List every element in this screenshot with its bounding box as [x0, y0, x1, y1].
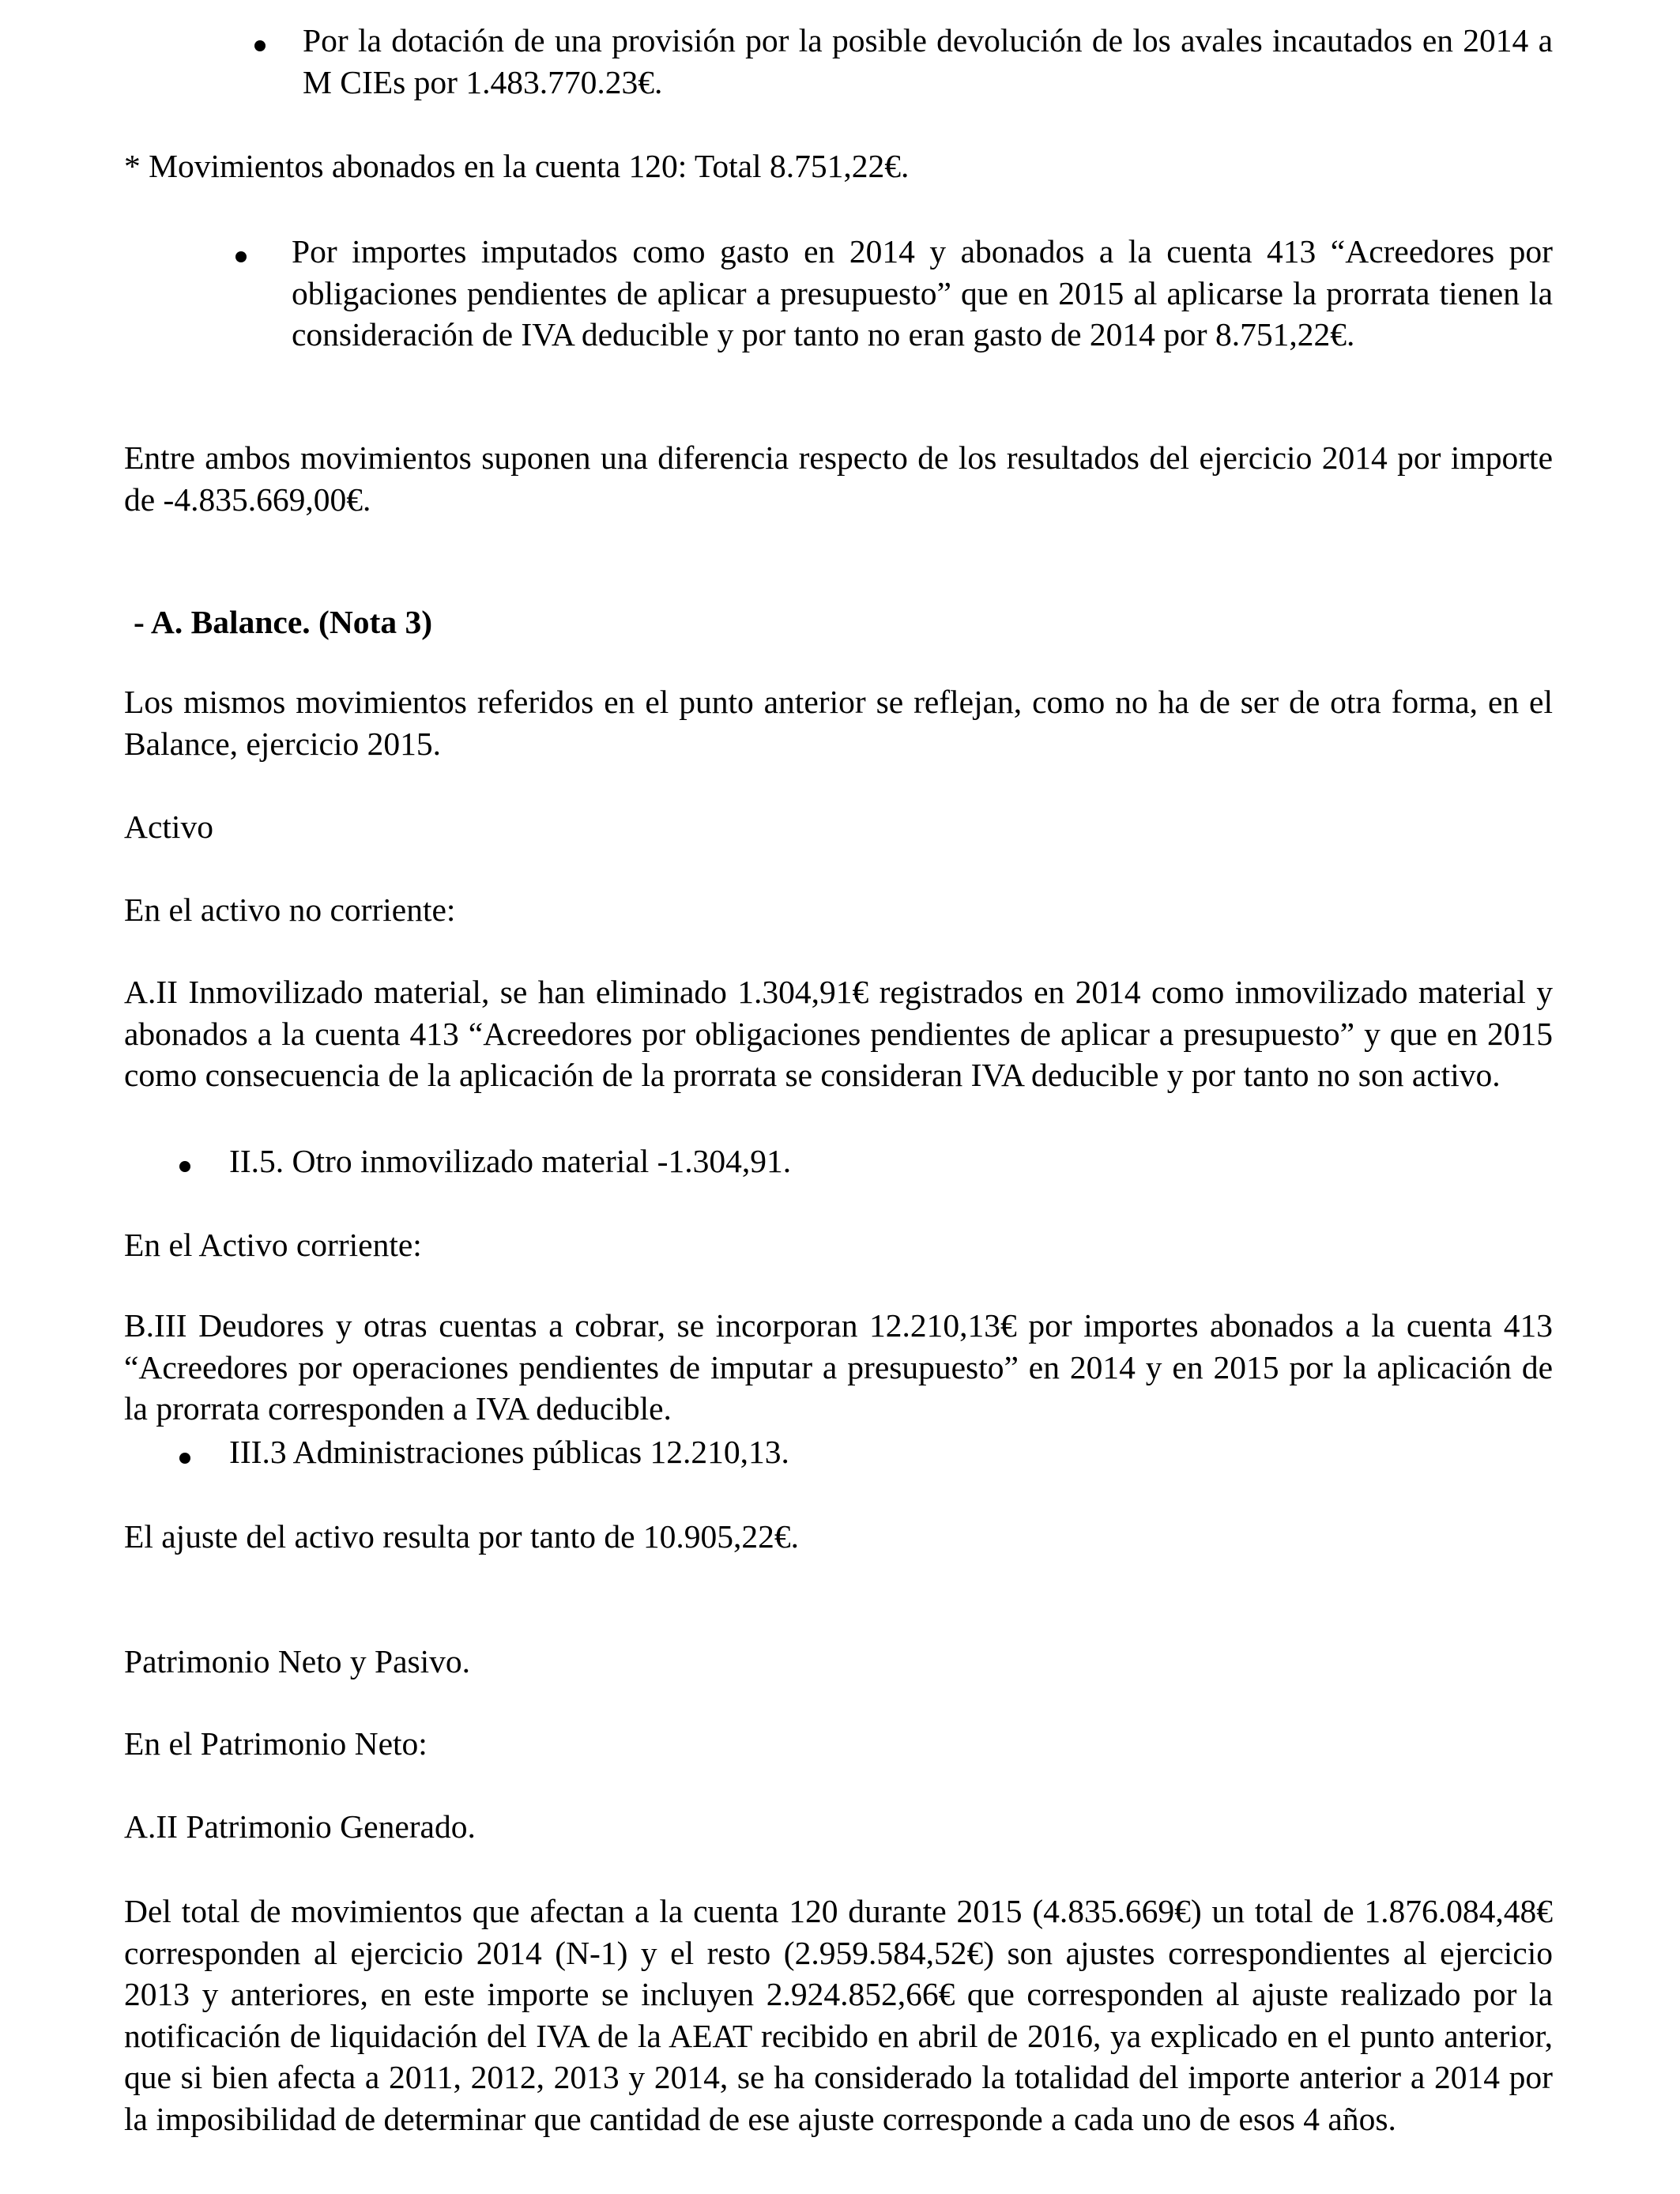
patrimonio-generado-label: A.II Patrimonio Generado.: [124, 1808, 476, 1845]
activo-no-corriente-label: En el activo no corriente:: [124, 892, 456, 928]
bullet-otro-inmovilizado: II.5. Otro inmovilizado material -1.304,91.: [229, 1143, 792, 1179]
bullet-icon: [179, 1161, 190, 1172]
en-patrimonio-label: En el Patrimonio Neto:: [124, 1725, 428, 1762]
ajuste-activo-paragraph: El ajuste del activo resulta por tanto de 10.905,22€.: [124, 1518, 799, 1555]
bullet-administraciones: III.3 Administraciones públicas 12.210,13.: [229, 1434, 789, 1470]
movimientos-120-paragraph: * Movimientos abonados en la cuenta 120: Total 8.751,22€.: [124, 148, 910, 184]
deudores-paragraph: B.III Deudores y otras cuentas a cobrar, se incorporan 12.210,13€ por importes abonados a la cuenta 413 “Acreedores por operaciones pendientes de imputar a presupuesto” en 2014 y en 2015 por la aplicación de la prorrata corresponden a IVA deducible.: [124, 1307, 1553, 1427]
del-total-paragraph: Del total de movimientos que afectan a la cuenta 120 durante 2015 (4.835.669€) un total de 1.876.084,48€ corresponden al ejercicio 2014 (N-1) y el resto (2.959.584,52€) son ajustes correspondientes al ejercicio 2013 y anteriores, en este importe se incluyen 2.924.852,66€ que corresponden al ajuste realizado por la notificación de liquidación del IVA de la AEAT recibido en abril de 2016, ya explicado en el punto anterior, que si bien afecta a 2011, 2012, 2013 y 2014, se ha considerado la totalidad del importe anterior a 2014 por la imposibilidad de determinar que cantidad de ese ajuste corresponde a cada uno de esos 4 años.: [124, 1893, 1553, 2137]
activo-corriente-label: En el Activo corriente:: [124, 1227, 422, 1263]
bullet-provision: Por la dotación de una provisión por la posible devolución de los avales incautados en 2014 a M CIEs por 1.483.770.23€.: [303, 22, 1553, 100]
patrimonio-pasivo-label: Patrimonio Neto y Pasivo.: [124, 1643, 471, 1679]
bullet-icon: [179, 1453, 190, 1464]
entre-ambos-paragraph: Entre ambos movimientos suponen una diferencia respecto de los resultados del ejercicio 2014 por importe de -4.835.669,00€.: [124, 439, 1553, 518]
bullet-icon: [235, 251, 247, 262]
mismos-movimientos-paragraph: Los mismos movimientos referidos en el punto anterior se reflejan, como no ha de ser de otra forma, en el Balance, ejercicio 2015.: [124, 684, 1553, 762]
bullet-icon: [254, 40, 266, 51]
inmovilizado-paragraph: A.II Inmovilizado material, se han eliminado 1.304,91€ registrados en 2014 como inmovilizado material y abonados a la cuenta 413 “Acreedores por obligaciones pendientes de aplicar a presupuesto” y que en 2015 como consecuencia de la aplicación de la prorrata se consideran IVA deducible y por tanto no son activo.: [124, 974, 1553, 1093]
bullet-importes: Por importes imputados como gasto en 2014 y abonados a la cuenta 413 “Acreedores por obligaciones pendientes de aplicar a presupuesto” que en 2015 al aplicarse la prorrata tienen la consideración de IVA deducible y por tanto no eran gasto de 2014 por 8.751,22€.: [292, 233, 1553, 352]
activo-label: Activo: [124, 809, 213, 845]
section-heading-balance: - A. Balance. (Nota 3): [134, 604, 433, 640]
